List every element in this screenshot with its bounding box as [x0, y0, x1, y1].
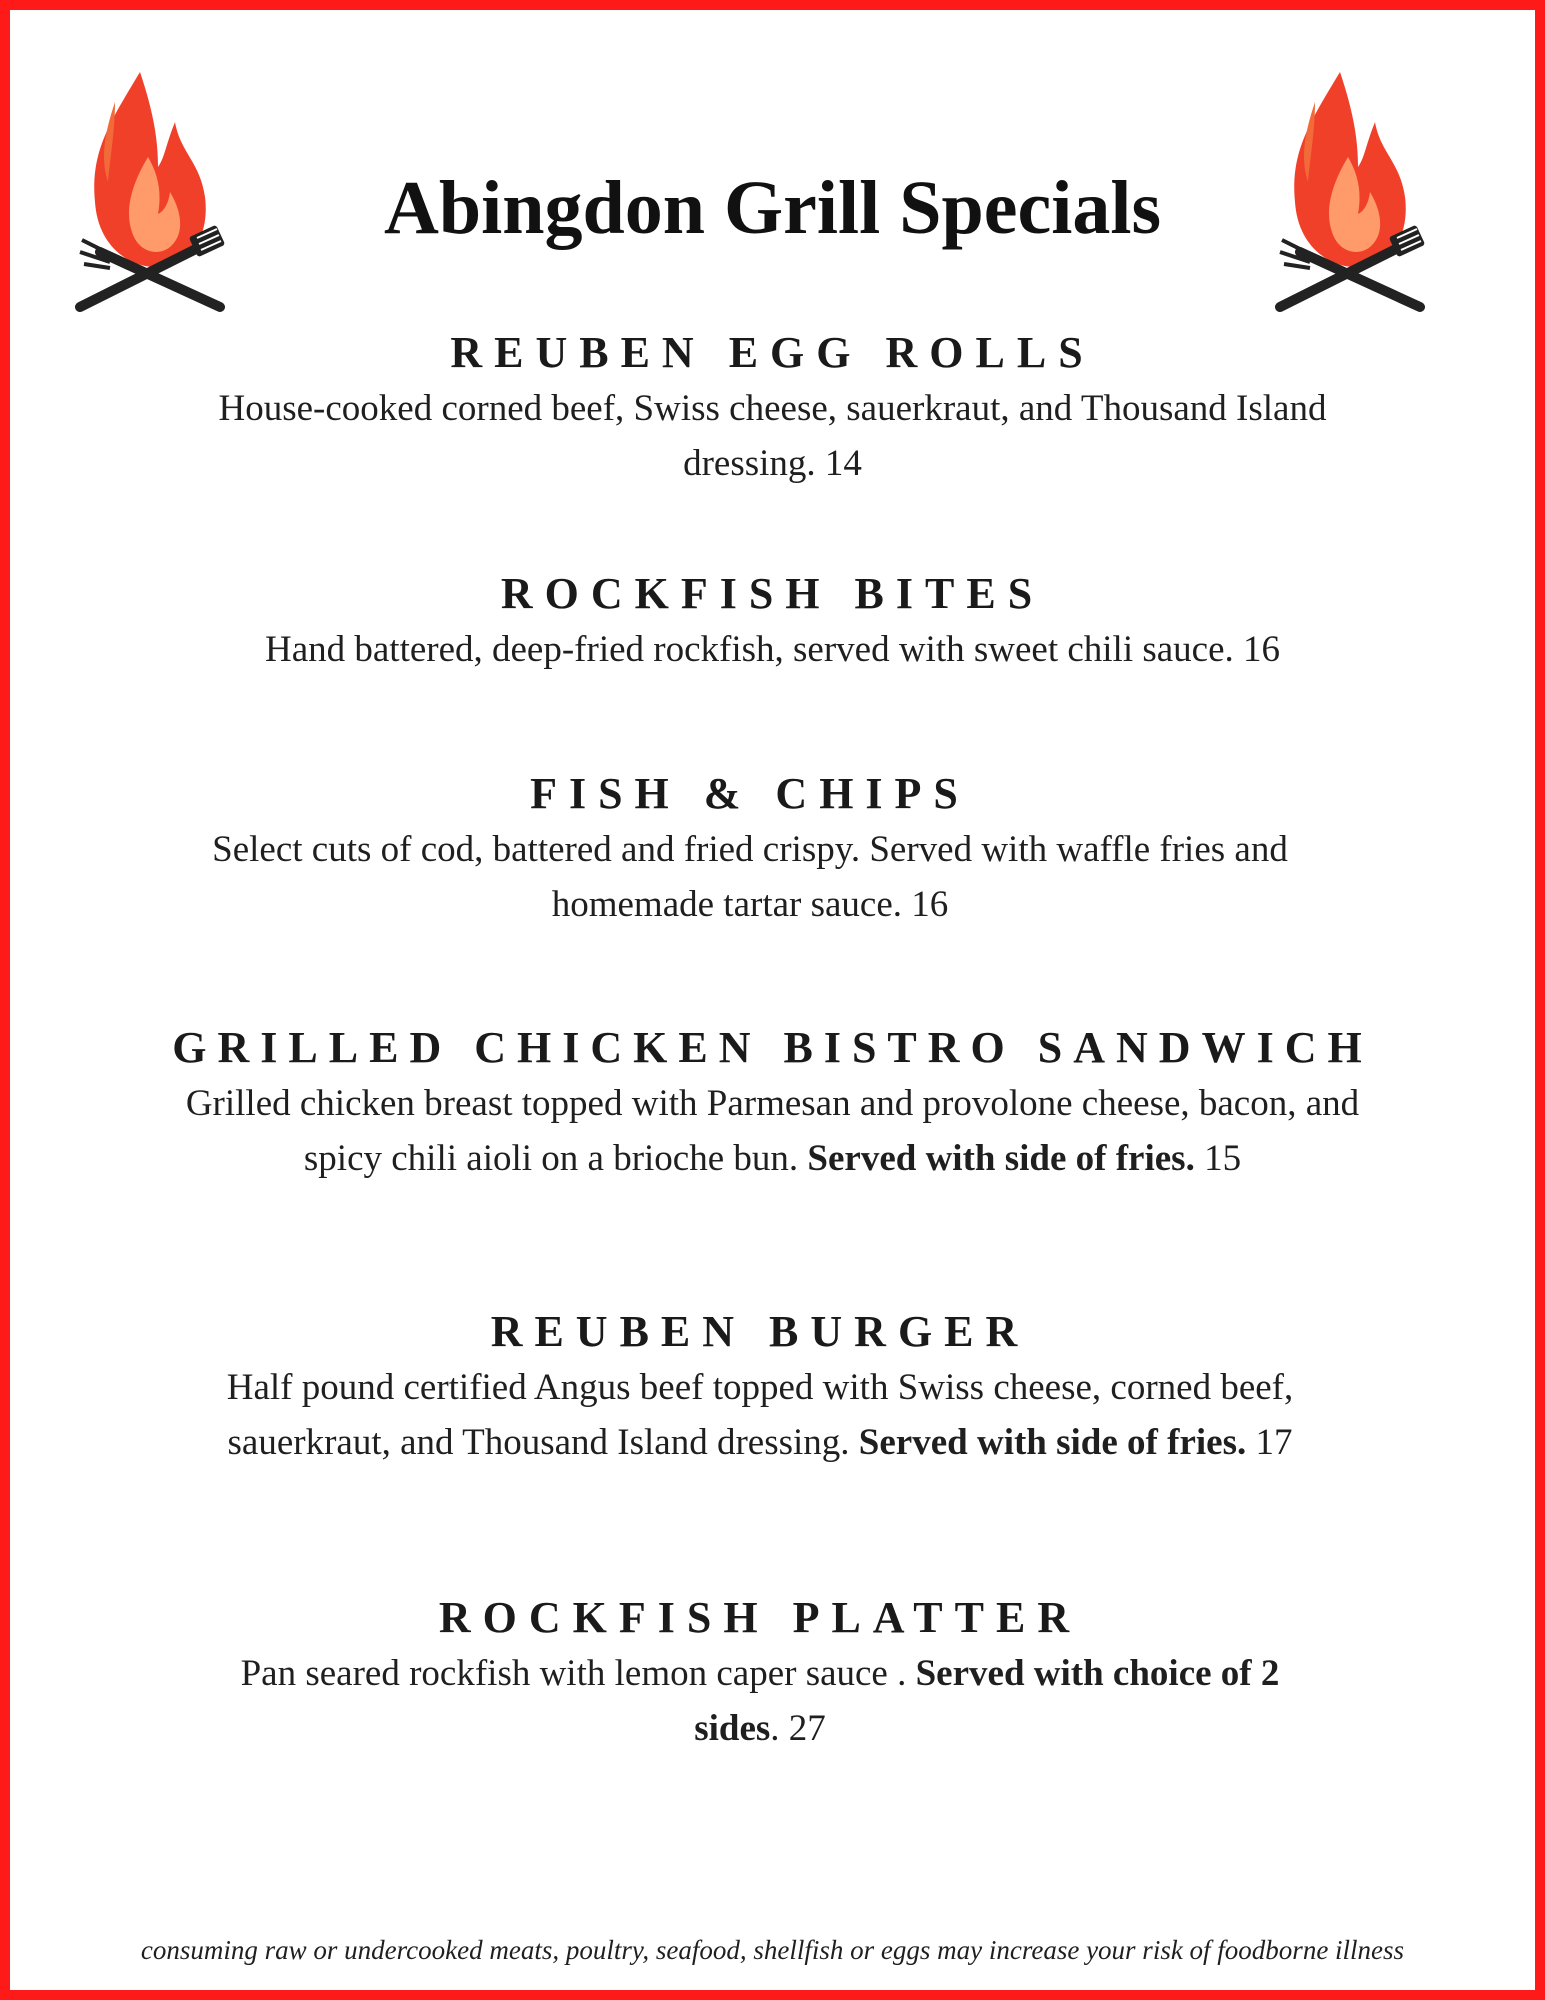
- menu-item-desc-text: House-cooked corned beef, Swiss cheese, sauerkraut, and Thousand Island dressing.: [218, 388, 1327, 484]
- menu-item: [210, 1590, 1310, 1756]
- menu-item-price: 16: [1243, 629, 1281, 670]
- menu-item-desc-bold: Served with choice of 2 sides: [694, 1653, 1280, 1749]
- menu-item: [190, 1304, 1330, 1470]
- menu-item-name: ROCKFISH PLATTER: [438, 1593, 1082, 1642]
- menu-item-desc-text: Half pound certified Angus beef topped with Swiss cheese, corned beef, sauerkraut, and Thousand Island dressing.: [226, 1367, 1294, 1463]
- menu-item-name: FISH & CHIPS: [530, 769, 970, 818]
- menu-item-name: ROCKFISH BITES: [500, 569, 1045, 618]
- page-title: Abingdon Grill Specials: [383, 166, 1162, 250]
- menu-item-desc-text: Hand battered, deep-fried rockfish, served with sweet chili sauce.: [264, 629, 1234, 670]
- menu-item: [150, 325, 1395, 491]
- menu-item-name: REUBEN EGG ROLLS: [450, 328, 1095, 377]
- menu-item-description: [150, 1076, 1395, 1186]
- menu-item-price: 16: [911, 884, 949, 925]
- menu-item-price: . 27: [770, 1708, 826, 1749]
- menu-item-desc-bold: Served with side of fries.: [858, 1422, 1247, 1463]
- menu-item-desc-text: Select cuts of cod, battered and fried crispy. Served with waffle fries and homemade tartar sauce.: [212, 829, 1288, 925]
- menu-item-description: [190, 1360, 1330, 1470]
- menu-item-price: 14: [824, 443, 862, 484]
- menu-item-description: [150, 381, 1395, 491]
- food-safety-disclaimer: consuming raw or undercooked meats, poultry, seafood, shellfish or eggs may increase your risk of foodborne illness: [140, 1935, 1405, 1965]
- menu-item-price: 17: [1255, 1422, 1293, 1463]
- menu-item-price: 15: [1204, 1138, 1242, 1179]
- menu-item: [150, 566, 1395, 677]
- menu-item-description: [150, 622, 1395, 677]
- menu-item-name: REUBEN BURGER: [490, 1307, 1030, 1356]
- menu-item-desc-bold: Served with side of fries.: [807, 1138, 1195, 1179]
- menu-item: [170, 766, 1330, 932]
- menu-item-description: [170, 822, 1330, 932]
- menu-item: [150, 1020, 1395, 1186]
- menu-item-desc-text: Pan seared rockfish with lemon caper sauce .: [240, 1653, 907, 1694]
- menu-item-description: [210, 1646, 1310, 1756]
- menu-item-desc-text: Grilled chicken breast topped with Parmesan and provolone cheese, bacon, and spicy chili aioli on a brioche bun.: [185, 1083, 1360, 1179]
- menu-item-name: GRILLED CHICKEN BISTRO SANDWICH: [172, 1023, 1373, 1072]
